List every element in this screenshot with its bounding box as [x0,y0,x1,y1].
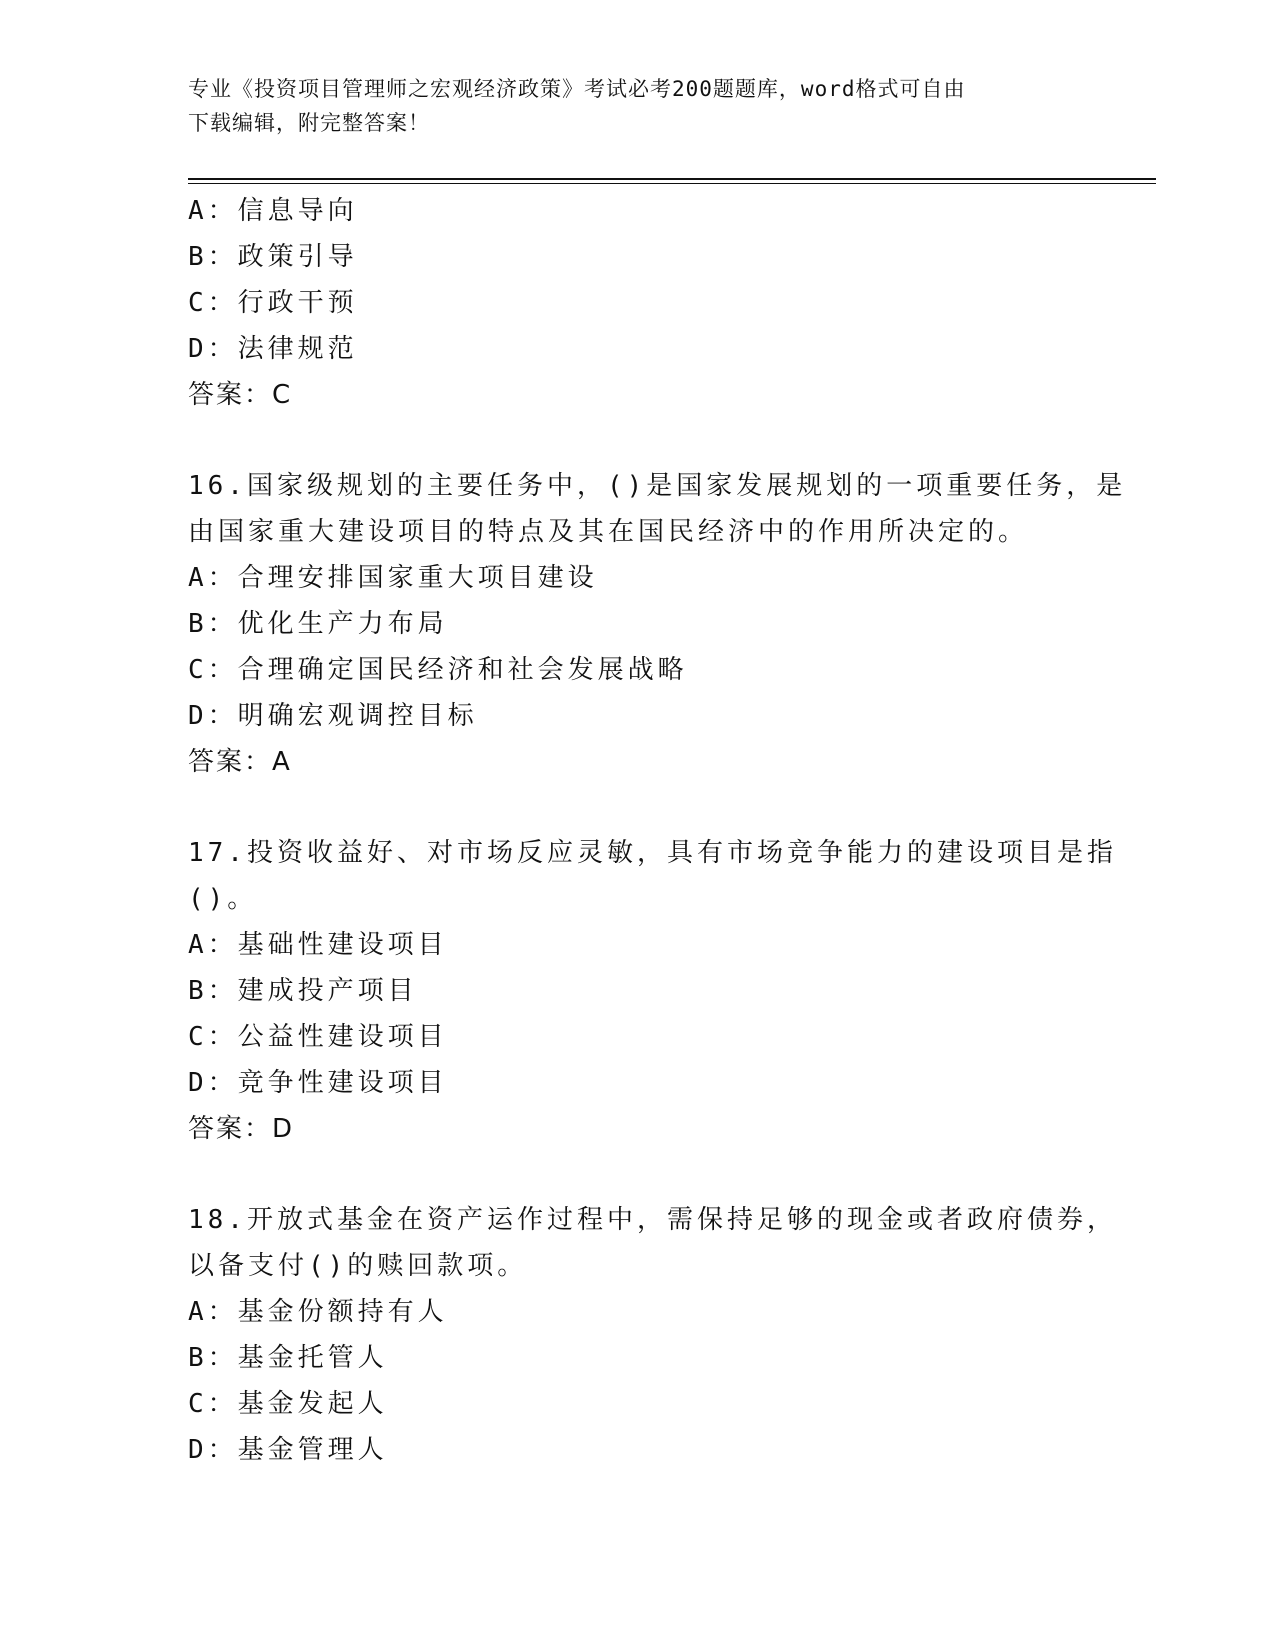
option-d: D：法律规范 [188,334,358,364]
option-c: C：公益性建设项目 [188,1022,448,1052]
option-a: A：合理安排国家重大项目建设 [188,563,598,593]
option-b: B：建成投产项目 [188,976,418,1006]
question-list [188,188,1127,1473]
option-c: C：基金发起人 [188,1389,388,1419]
option-c: C：合理确定国民经济和社会发展战略 [188,655,688,685]
option-b: B：政策引导 [188,242,358,272]
header-divider [188,178,1156,184]
option-b: B：基金托管人 [188,1343,388,1373]
question-stem: 由国家重大建设项目的特点及其在国民经济中的作用所决定的。 [188,517,1029,547]
option-d: D：基金管理人 [188,1435,388,1465]
question-18 [188,1197,1117,1473]
option-d: D：明确宏观调控目标 [188,701,478,731]
header-line-1: 专业《投资项目管理师之宏观经济政策》考试必考200题题库，word格式可自由 [188,77,966,101]
question-stem: 16.国家级规划的主要任务中，()是国家发展规划的一项重要任务，是 [188,471,1127,501]
previous-question-tail [188,188,1088,418]
question-stem: 17.投资收益好、对市场反应灵敏，具有市场竞争能力的建设项目是指 [188,838,1117,868]
option-b: B：优化生产力布局 [188,609,448,639]
answer: 答案：C [188,380,293,410]
question-stem: ()。 [188,884,258,914]
question-16 [188,463,1127,785]
answer: 答案：A [188,747,292,777]
answer: 答案：D [188,1114,295,1144]
header-line-2: 下载编辑，附完整答案！ [188,111,430,135]
document-header [188,72,1068,140]
question-stem: 18.开放式基金在资产运作过程中，需保持足够的现金或者政府债券， [188,1205,1117,1235]
option-c: C：行政干预 [188,288,358,318]
option-a: A：基础性建设项目 [188,930,448,960]
question-17 [188,830,1117,1152]
option-a: A：基金份额持有人 [188,1297,448,1327]
option-d: D：竞争性建设项目 [188,1068,448,1098]
option-a: A：信息导向 [188,196,358,226]
question-stem: 以备支付()的赎回款项。 [188,1251,528,1281]
